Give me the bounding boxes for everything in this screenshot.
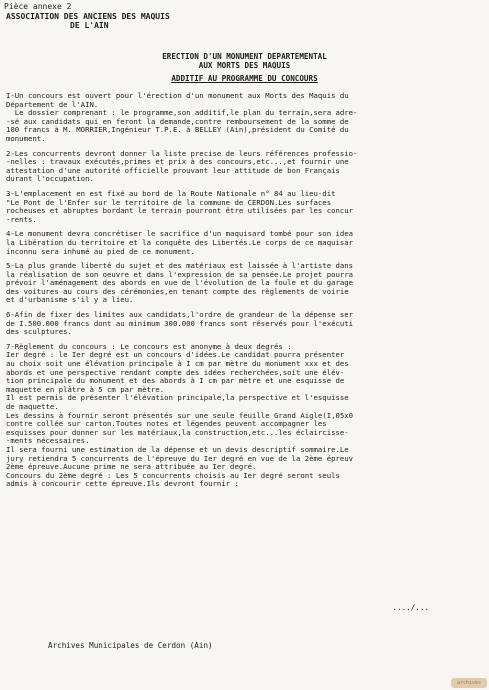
text-line: monument. [6,134,46,143]
article-paragraph [6,311,481,337]
article-paragraph [6,150,481,184]
text-line: contre collée sur carton.Toutes notes et légendes peuvent accompagner les [6,420,327,429]
text-line: et d'urbanisme s'il y a lieu. [6,296,134,305]
title-line-2: AUX MORTS DES MAQUIS [198,61,291,70]
text-line: Les dessins à fournir seront présentés sur une seule feuille Grand Aigle(I,05x0 [6,411,354,420]
text-line: -ments nécessaires. [6,437,90,446]
text-line: au choix soit une élévation principale à I cm par mètre du monument xxx et des [6,360,349,369]
text-line: abords et une perspective rendant compte des idées recherchées,soit une élév- [6,368,345,377]
text-line: Il est permis de présenter l'élévation principale,la perspective et l'esquisse [6,394,349,403]
text-line: prévoir l'aménagement des abords en vue de l'évolution de la foule et du garage [6,279,354,288]
text-line: 2-Les concurrents devront donner la liste precise de leurs références professio- [6,149,358,158]
text-line: I-Un concours est ouvert pour l'érection d'un monument aux Morts des Maquis du [6,92,349,100]
text-line: tion principale du monument et des abords à I cm par mètre et une esquisse de [6,377,345,386]
text-line: des sculptures. [6,328,72,337]
text-line: Il sera fourni une estimation de la dépense et un devis descriptif sommaire.Le [6,445,349,454]
text-line: inconnu sera inhumé au pied de ce monument. [6,247,195,256]
text-line: esquisses pour donner sur les matériaux,la construction,etc...les éclaircisse- [6,428,349,437]
association-header [6,12,170,30]
text-line: 100 francs à M. MORRIER,Ingénieur T.P.E. à BELLEY (Ain),président du Comité du [6,126,349,135]
text-line: 7-Règlement du concours : Le concours est anonyme à deux degrés : [6,342,292,351]
text-line: rocheuses et abruptes bordant le terrain pourront être utilisées par les concur [6,207,354,216]
text-line: 3-L'emplacement en est fixé au bord de la Route Nationale n° 84 au lieu-dit [6,189,336,198]
text-line: 4-Le monument devra concrétiser le sacrifice d'un maquisard tombé pour son idea [6,230,354,239]
archive-footer: Archives Municipales de Cerdon (Ain) [48,641,213,650]
text-line: Concours du 2ème degré : Les 5 concurrents choisis au Ier degré seront seuls [6,471,340,480]
text-line: admis à concourir cette épreuve.Ils devront fournir : [6,480,239,489]
text-line: des voitures au cours des cérémonies,en tenant compte des règlements de voirie [6,287,349,296]
association-region: DE L'AIN [70,21,109,30]
text-line: 2ème épreuve.Aucune prime ne sera attribuée au Ier degré. [6,463,257,472]
text-line: -rents. [6,215,37,224]
text-line: durant l'occupation. [6,175,94,184]
association-name: ASSOCIATION DES ANCIENS DES MAQUIS [6,12,170,21]
text-line: attestation d'une autorité officielle prouvant leur attitude de bon Français [6,166,340,175]
document-title-block [0,52,489,83]
annex-label: Pièce annexe 2 [4,2,72,11]
text-line: -nelles : travaux exécutés,primes et prix à des concours,etc...,et fournir une [6,158,349,167]
article-paragraph [6,343,481,489]
text-line: jury retiendra 5 concurrents de l'épreuve du Ier degré en vue de la 2ème épreuv [6,454,354,463]
text-line: 6-Afin de fixer des limites aux candidats,l'ordre de grandeur de la dépense ser [6,311,354,320]
text-line: Le dossier comprenant : le programme,son additif,le plan du terrain,sera adre- [6,109,358,118]
text-line: la Libération du territoire et la conquête des Libertés.Le corps de ce maquisar [6,238,354,247]
text-line: 5-La plus grande liberté du sujet et des matériaux est laissée à l'artiste dans [6,262,354,271]
article-paragraph [6,230,481,256]
text-line: "Le Pont de l'Enfer sur le territoire de la commune de CERDON.Les surfaces [6,198,332,207]
archive-stamp: archives [451,678,487,688]
continuation-mark: ..../... [392,603,429,612]
article-paragraph [6,92,481,144]
document-body [6,92,481,495]
title-line-1: ERECTION D'UN MONUMENT DEPARTEMENTAL [162,52,327,61]
text-line: Département de l'AIN. [6,100,99,109]
title-line-3: ADDITIF AU PROGRAMME DU CONCOURS [171,74,318,83]
article-paragraph [6,262,481,305]
article-paragraph [6,190,481,224]
text-line: -sé aux candidats qui en feront la demande,contre remboursement de la somme de [6,117,349,126]
text-line: maquette en plâtre à 5 cm par mètre. [6,385,165,394]
text-line: la réalisation de son oeuvre et dans l'expression de sa pensée.Le projet pourra [6,270,354,279]
text-line: de I.500.000 francs dont au minimum 300.000 francs sont réservés pour l'exécuti [6,319,354,328]
text-line: Ier degré : le Ier degré est un concours d'idées.Le candidat pourra présenter [6,351,345,360]
text-line: de maquette. [6,403,59,411]
